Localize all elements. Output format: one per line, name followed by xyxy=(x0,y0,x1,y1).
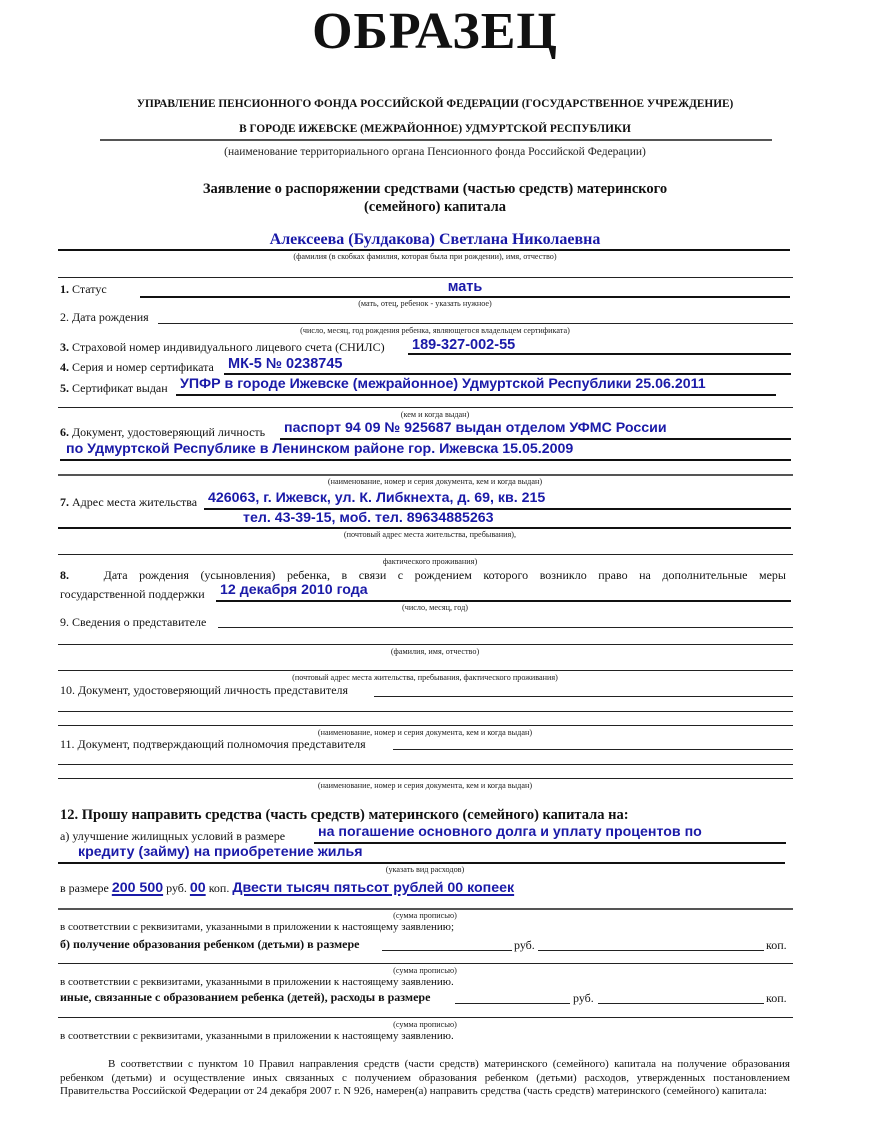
housing-value-line2[interactable]: кредиту (займу) на приобретение жилья xyxy=(78,844,363,860)
education-label: б) получение образования ребенком (детьми) в размере xyxy=(60,937,360,951)
representative-hint1: (фамилия, имя, отчество) xyxy=(390,647,480,656)
id-document-value-line1[interactable]: паспорт 94 09 № 925687 выдан отделом УФМС России xyxy=(284,420,667,436)
document-title-line1: Заявление о распоряжении средствами (частью средств) материнского xyxy=(202,181,668,197)
birth-date-hint: (число, месяц, год рождения ребенка, являющегося владельцем сертификата) xyxy=(300,326,570,335)
housing-hint: (указать вид расходов) xyxy=(385,865,465,874)
request-heading: 12. Прошу направить средства (часть средств) материнского (семейного) капитала на: xyxy=(60,807,629,823)
education-kop-field[interactable] xyxy=(538,950,764,951)
address-label: 7. Адрес места жительства xyxy=(60,495,198,509)
representative-address-line[interactable] xyxy=(58,670,793,671)
status-value[interactable]: мать xyxy=(447,279,483,295)
housing-value-line1[interactable]: на погашение основного долга и уплату процентов по xyxy=(318,824,702,840)
org-hint: (наименование территориального органа Пенсионного фонда Российской Федерации) xyxy=(224,146,646,158)
birth-date-field[interactable] xyxy=(158,323,793,324)
footer-paragraph: В соответствии с пунктом 10 Правил направления средств (части средств) материнского (семейного) капитала на получение образования ребенком (детьми) и осуществление иных связанных с получением образования ребенком (детьми) расходов, утвержденных постановлением Правительства Российской Федерации от 24 декабря 2007 г. N 926, намерен(а) направить средства (часть средств) материнского (семейного) капитала: xyxy=(60,1058,790,1097)
org-name-line1: УПРАВЛЕНИЕ ПЕНСИОННОГО ФОНДА РОССИЙСКОЙ ФЕДЕРАЦИИ (ГОСУДАРСТВЕННОЕ УЧРЕЖДЕНИЕ) xyxy=(136,98,734,110)
rub-label: руб. xyxy=(166,881,187,895)
certificate-label: 4. Серия и номер сертификата xyxy=(60,360,214,374)
housing-underline2 xyxy=(58,862,785,864)
id-document-underline3[interactable] xyxy=(58,474,793,476)
name-underline xyxy=(58,249,790,251)
org-name-line2: В ГОРОДЕ ИЖЕВСКЕ (МЕЖРАЙОННОЕ) УДМУРТСКОЙ РЕСПУБЛИКИ xyxy=(239,123,631,135)
housing-words-hint: (сумма прописью) xyxy=(393,911,457,920)
education-requisites: в соответствии с реквизитами, указанными в приложении к настоящему заявлению. xyxy=(60,976,454,988)
rep-authority-line3[interactable] xyxy=(58,778,793,779)
birth-date-label: 2. Дата рождения xyxy=(60,310,149,324)
housing-label: а) улучшение жилищных условий в размере xyxy=(60,829,286,843)
id-document-underline1 xyxy=(280,438,791,440)
child-birth-underline xyxy=(216,600,791,602)
amount-kop-value[interactable]: 00 xyxy=(189,880,206,896)
id-document-hint: (наименование, номер и серия документа, кем и когда выдан) xyxy=(327,477,543,486)
rep-id-document-line2[interactable] xyxy=(58,711,793,712)
other-kop-label: коп. xyxy=(766,991,787,1005)
certificate-underline xyxy=(224,373,791,375)
other-expenses-label: иные, связанные с образованием ребенка (детей), расходы в размере xyxy=(60,990,431,1004)
housing-requisites: в соответствии с реквизитами, указанными в приложении к настоящему заявлению; xyxy=(60,921,454,933)
housing-words-line[interactable] xyxy=(58,908,793,910)
status-label: 1. Статус xyxy=(60,282,107,296)
address-value-line1[interactable]: 426063, г. Ижевск, ул. К. Либкнехта, д. 69, кв. 215 xyxy=(208,490,546,506)
address-value-line2[interactable]: тел. 43-39-15, моб. тел. 89634885263 xyxy=(243,510,494,526)
other-rub-label: руб. xyxy=(573,991,594,1005)
rep-id-document-label: 10. Документ, удостоверяющий личность представителя xyxy=(60,683,349,697)
snils-value[interactable]: 189-327-002-55 xyxy=(412,337,516,353)
document-title-line2: (семейного) капитала xyxy=(363,199,507,215)
rep-id-document-hint: (наименование, номер и серия документа, кем и когда выдан) xyxy=(317,728,533,737)
address-underline2 xyxy=(58,527,791,529)
amount-prefix: в размере xyxy=(60,881,109,895)
child-birth-value[interactable]: 12 декабря 2010 года xyxy=(220,582,368,598)
id-document-underline2 xyxy=(60,459,791,461)
education-kop-label: коп. xyxy=(766,938,787,952)
snils-label: 3. Страховой номер индивидуального лицевого счета (СНИЛС) xyxy=(60,340,385,354)
child-birth-label-line2: государственной поддержки xyxy=(60,587,205,601)
representative-field[interactable] xyxy=(218,627,793,628)
housing-amount-row xyxy=(60,880,514,896)
applicant-full-name[interactable]: Алексеева (Булдакова) Светлана Николаевна xyxy=(269,231,601,248)
education-words-line[interactable] xyxy=(58,963,793,964)
other-kop-field[interactable] xyxy=(598,1003,764,1004)
status-hint: (мать, отец, ребенок - указать нужное) xyxy=(358,299,492,308)
issued-by-label: 5. Сертификат выдан xyxy=(60,381,168,395)
name-hint: (фамилия (в скобках фамилия, которая была при рождении), имя, отчество) xyxy=(293,252,557,261)
rep-id-document-line3[interactable] xyxy=(58,725,793,726)
other-requisites: в соответствии с реквизитами, указанными в приложении к настоящему заявлению. xyxy=(60,1030,454,1042)
issued-by-underline xyxy=(176,394,776,396)
rep-authority-field[interactable] xyxy=(393,749,793,750)
address-hint1: (почтовый адрес места жительства, пребывания), xyxy=(343,530,517,539)
other-words-hint: (сумма прописью) xyxy=(393,1020,457,1029)
education-words-hint: (сумма прописью) xyxy=(393,966,457,975)
representative-hint2: (почтовый адрес места жительства, пребывания, фактического проживания) xyxy=(292,673,558,682)
id-document-label: 6. Документ, удостоверяющий личность xyxy=(60,425,266,439)
rep-authority-line2[interactable] xyxy=(58,764,793,765)
child-birth-label-line1: 8. Дата рождения (усыновления) ребенка, в связи с рождением которого возникло право на дополнительные меры xyxy=(60,568,786,582)
kop-label: коп. xyxy=(208,881,230,895)
issued-by-hint: (кем и когда выдан) xyxy=(400,410,470,419)
education-rub-label: руб. xyxy=(514,938,535,952)
child-birth-hint: (число, месяц, год) xyxy=(402,603,468,612)
representative-line2[interactable] xyxy=(58,644,793,645)
certificate-value[interactable]: МК-5 № 0238745 xyxy=(228,356,343,372)
id-document-value-line2[interactable]: по Удмуртской Республике в Ленинском районе гор. Ижевска 15.05.2009 xyxy=(66,441,574,457)
sample-stamp: ОБРАЗЕЦ xyxy=(312,3,558,60)
education-rub-field[interactable] xyxy=(382,950,512,951)
snils-underline xyxy=(408,353,791,355)
amount-words-value[interactable]: Двести тысяч пятьсот рублей 00 копеек xyxy=(232,880,515,896)
address-hint2: фактического проживания) xyxy=(382,557,478,566)
other-words-line[interactable] xyxy=(58,1017,793,1018)
org-underline xyxy=(100,139,772,141)
rep-authority-label: 11. Документ, подтверждающий полномочия представителя xyxy=(60,737,366,751)
divider xyxy=(58,277,793,278)
rep-id-document-field[interactable] xyxy=(374,696,793,697)
representative-label: 9. Сведения о представителе xyxy=(60,615,207,629)
other-rub-field[interactable] xyxy=(455,1003,570,1004)
address-actual-line[interactable] xyxy=(58,554,793,555)
rep-authority-hint: (наименование, номер и серия документа, кем и когда выдан) xyxy=(317,781,533,790)
issued-by-line2[interactable] xyxy=(58,407,793,408)
status-underline xyxy=(140,296,790,298)
issued-by-value[interactable]: УПФР в городе Ижевске (межрайонное) Удмуртской Республики 25.06.2011 xyxy=(180,376,706,392)
housing-underline1 xyxy=(314,842,786,844)
amount-rub-value[interactable]: 200 500 xyxy=(111,880,164,896)
